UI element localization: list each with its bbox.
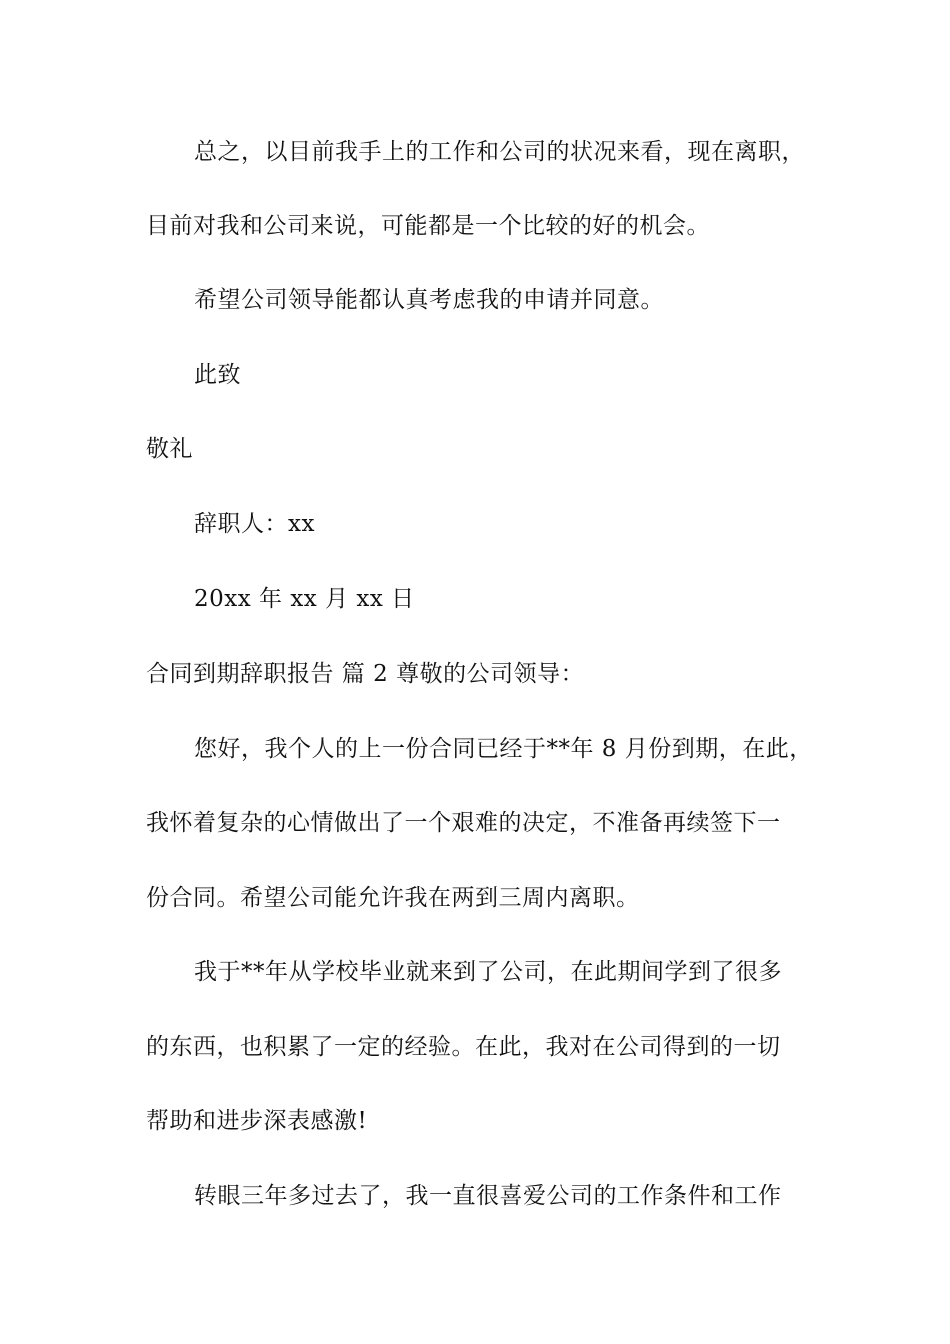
signature-date: 20xx 年 xx 月 xx 日 [194, 586, 415, 612]
paragraph-line: 份合同。希望公司能允许我在两到三周内离职。 [146, 885, 640, 911]
paragraph-line: 希望公司领导能都认真考虑我的申请并同意。 [194, 287, 664, 313]
paragraph-line: 的东西，也积累了一定的经验。在此，我对在公司得到的一切 [146, 1034, 781, 1060]
paragraph-line: 我于**年从学校毕业就来到了公司，在此期间学到了很多 [194, 959, 782, 985]
paragraph-line: 总之，以目前我手上的工作和公司的状况来看，现在离职， [194, 139, 805, 165]
salutation: 敬礼 [146, 436, 193, 462]
paragraph-line: 帮助和进步深表感激! [146, 1108, 368, 1134]
paragraph-line: 我怀着复杂的心情做出了一个艰难的决定，不准备再续签下一 [146, 810, 781, 836]
paragraph-line: 转眼三年多过去了，我一直很喜爱公司的工作条件和工作 [194, 1183, 782, 1209]
paragraph-line: 您好，我个人的上一份合同已经于**年 8 月份到期，在此， [194, 736, 813, 762]
closing-phrase: 此致 [194, 362, 241, 388]
signature-name: 辞职人：xx [194, 511, 315, 537]
section-heading: 合同到期辞职报告 篇 2 尊敬的公司领导： [146, 661, 585, 687]
paragraph-line: 目前对我和公司来说，可能都是一个比较的好的机会。 [146, 213, 710, 239]
